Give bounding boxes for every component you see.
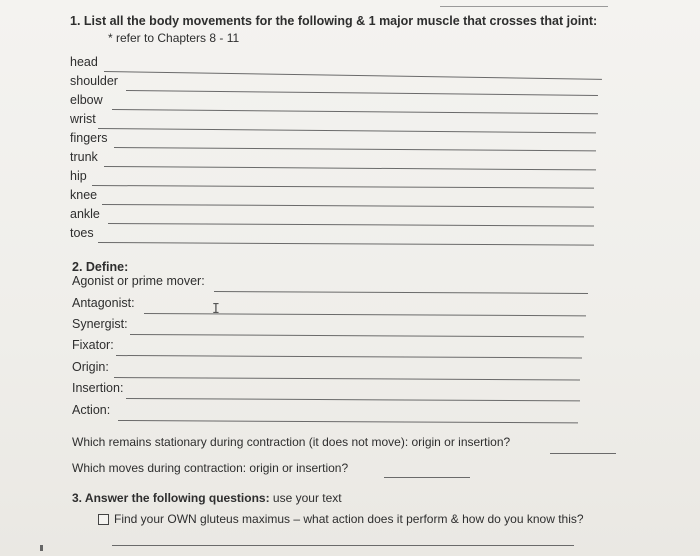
joint-label-shoulder: shoulder bbox=[70, 74, 118, 88]
joint-label-elbow: elbow bbox=[70, 93, 103, 107]
joint-label-toes: toes bbox=[70, 226, 94, 240]
answer-line-insertion[interactable] bbox=[126, 398, 580, 401]
question-stationary: Which remains stationary during contraction (it does not move): origin or insertion? bbox=[72, 435, 511, 449]
answer-line-hip[interactable] bbox=[92, 185, 594, 189]
answer-line-elbow[interactable] bbox=[112, 109, 598, 114]
joint-label-fingers: fingers bbox=[70, 131, 108, 145]
joint-label-head: head bbox=[70, 55, 98, 69]
term-insertion: Insertion: bbox=[72, 381, 124, 395]
answer-line-wrist[interactable] bbox=[98, 128, 596, 133]
answer-line-fingers[interactable] bbox=[114, 147, 596, 151]
answer-line-toes[interactable] bbox=[98, 242, 594, 246]
term-antagonist: Antagonist: bbox=[72, 296, 135, 310]
answer-line-ankle[interactable] bbox=[108, 223, 594, 227]
term-action: Action: bbox=[72, 403, 111, 417]
question-1-title: 1. List all the body movements for the following & 1 major muscle that crosses that joint: bbox=[70, 14, 598, 28]
question-1-note: * refer to Chapters 8 - 11 bbox=[108, 31, 240, 45]
answer-line-synergist[interactable] bbox=[130, 334, 584, 337]
term-fixator: Fixator: bbox=[72, 338, 114, 352]
name-line bbox=[440, 6, 608, 7]
answer-line-moves[interactable] bbox=[384, 477, 470, 478]
joint-label-knee: knee bbox=[70, 188, 98, 202]
question-moves: Which moves during contraction: origin or insertion? bbox=[72, 461, 349, 475]
answer-line-knee[interactable] bbox=[102, 204, 594, 208]
answer-line-fixator[interactable] bbox=[116, 355, 582, 358]
joint-label-ankle: ankle bbox=[70, 207, 100, 221]
question-3-title: 3. Answer the following questions: bbox=[72, 491, 270, 505]
term-synergist: Synergist: bbox=[72, 317, 128, 331]
term-agonist: Agonist or prime mover: bbox=[72, 274, 205, 288]
joint-label-trunk: trunk bbox=[70, 150, 98, 164]
term-origin: Origin: bbox=[72, 360, 109, 374]
answer-line-stationary[interactable] bbox=[550, 453, 616, 454]
joint-label-hip: hip bbox=[70, 169, 87, 183]
answer-line-action[interactable] bbox=[118, 420, 578, 423]
question-3-heading bbox=[72, 491, 342, 505]
question-2-title: 2. Define: bbox=[72, 260, 129, 274]
answer-line-gluteus[interactable] bbox=[112, 545, 574, 546]
answer-line-head[interactable] bbox=[104, 71, 602, 80]
pen-mark bbox=[40, 545, 43, 551]
joint-label-wrist: wrist bbox=[70, 112, 96, 126]
question-3-item-1: Find your OWN gluteus maximus – what action does it perform & how do you know this? bbox=[114, 512, 584, 526]
text-cursor-icon: I bbox=[212, 302, 220, 317]
answer-line-agonist[interactable] bbox=[214, 291, 588, 294]
answer-line-origin[interactable] bbox=[114, 377, 580, 380]
answer-line-trunk[interactable] bbox=[104, 166, 596, 170]
answer-line-antagonist[interactable] bbox=[144, 313, 586, 316]
checkbox-icon[interactable] bbox=[98, 514, 109, 525]
answer-line-shoulder[interactable] bbox=[126, 90, 598, 96]
question-3-hint: use your text bbox=[272, 491, 342, 505]
